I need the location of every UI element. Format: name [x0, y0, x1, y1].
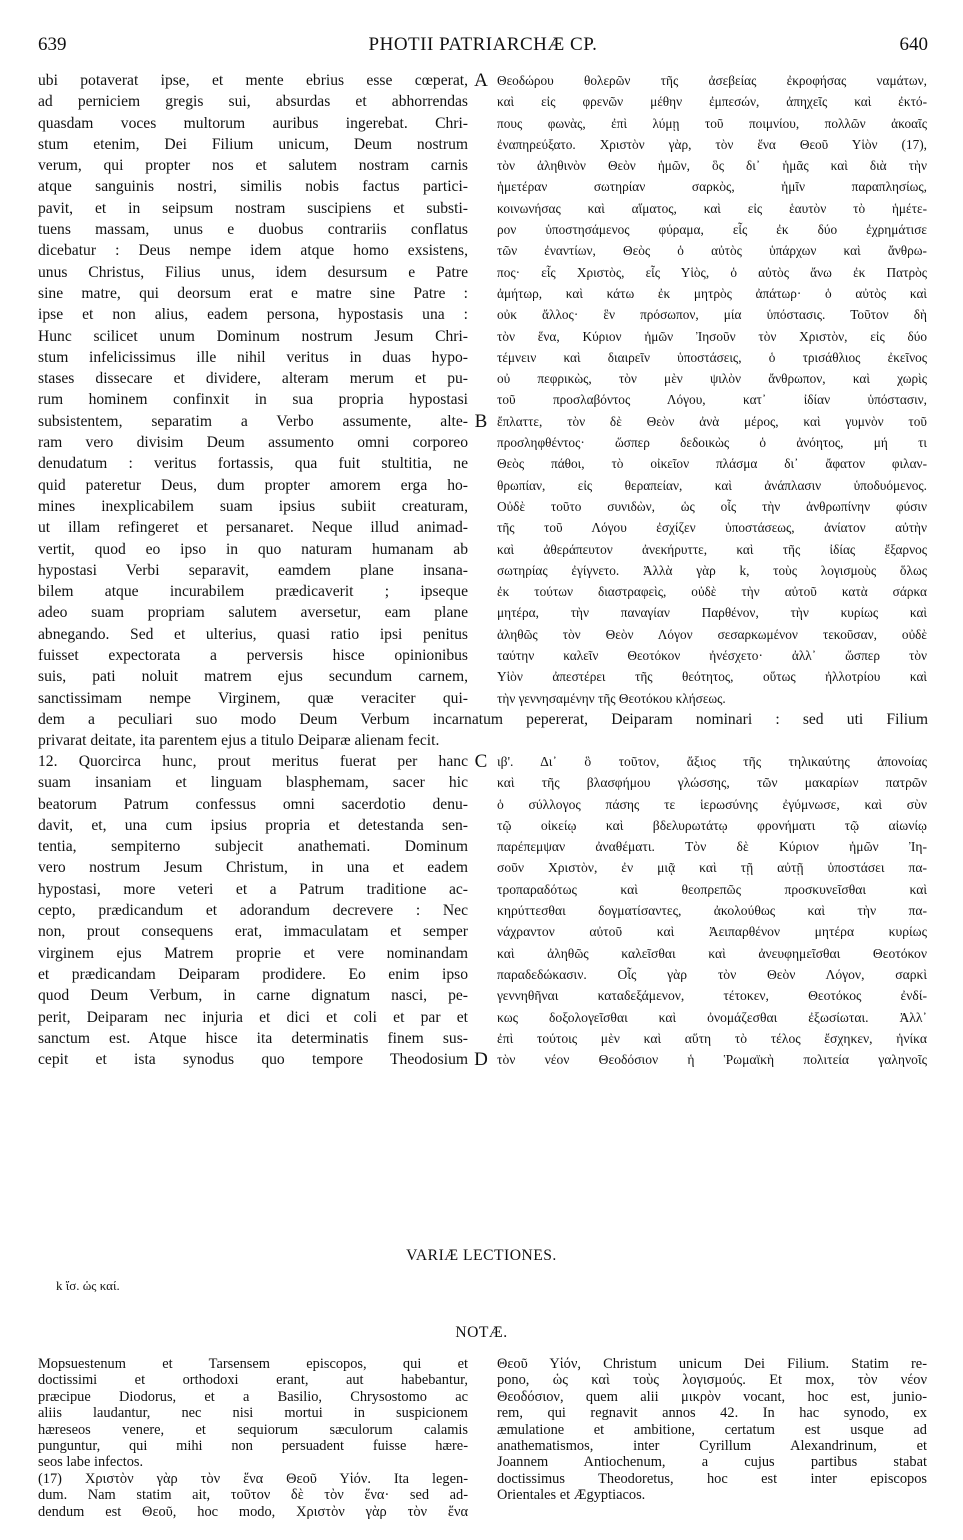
text-line: rum hominem confinxit in sua propria hypostasi	[38, 391, 468, 409]
text-line: et prædicandam Deiparam prodidere. Eo enim ipso	[38, 965, 468, 983]
text-line: τὸν νέον Θεοδόσιον ἡ Ῥωμαϊκὴ πολιτεία γαληνοῖς	[497, 1052, 927, 1068]
text-line: ὁ σύλλογος πάσης τε ἱερωσύνης ἐγύμνωσε, καὶ σὺν	[497, 796, 927, 812]
text-line: bilem atque incurabilem prædicaverit ; ipseque	[38, 583, 468, 601]
greek-column-1	[497, 70, 927, 709]
text-line: πους φωνὰς, ἐπὶ λύμῃ τοῦ ποιμνίου, πολλῶν ἀκοαῖς	[497, 115, 927, 131]
text-line: Υἱὸν ἀπεστέρει τῆς θεότητος, οὕτως ἠλλοτρίου καὶ	[497, 669, 927, 685]
text-line: ιβ'. Δι᾽ ὃ τοῦτον, ἄξιος τῆς τηλικαύτης ἀπονοίας	[497, 754, 927, 769]
notes-right-column	[497, 1356, 927, 1504]
text-line: τῆς τοῦ Λόγου ἐσχίζεν ὑποστάσεως, ἀνίατον αὐτὴν	[497, 520, 927, 536]
text-line: seos labe infectos.	[38, 1454, 144, 1471]
text-line: beatorum Patrum confessus omni sacerdotio denu-	[38, 795, 468, 813]
text-line: aliis laudantur, nec nisi mortui in suspicionem	[38, 1405, 468, 1422]
text-line: ἔπλαττε, τὸν δὲ Θεὸν ἀνὰ μέρος, καὶ γυμνὸν τοῦ	[497, 413, 927, 429]
text-line: stum etenim, Dei Filium unicum, Deum nostrum	[38, 135, 468, 153]
text-line: 12. Quorcirca hunc, prout meritus fuerat per hanc	[38, 753, 468, 770]
text-line: unus Christus, Filius unus, idem desursum e Patre	[38, 263, 468, 281]
text-line: γεννηθῆναι καταδεξάμενον, τέτοκεν, Θεοτόκος ἐνδί-	[497, 988, 927, 1004]
margin-letter-d: D	[474, 1049, 488, 1070]
text-line: dum. Nam statim ait, τοῦτον δὲ τὸν ἕνα· sed ad-	[38, 1487, 468, 1504]
text-line: pono, ὡς καὶ τοὺς λογισμούς. Et mox, τὸν νέον	[497, 1372, 927, 1389]
text-line: σοῦν Χριστὸν, ἐν μιᾷ καὶ τῇ αὐτῇ ὑποστάσει πα-	[497, 860, 927, 876]
greek-column-2	[497, 751, 927, 1070]
notae-heading: NOTÆ.	[455, 1324, 508, 1341]
text-line: ἐκ τούτων διαστραφεὶς, οὐδὲ τὴν αὐτοῦ κατὰ σάρκα	[497, 584, 927, 600]
text-line: τῶν ἐναντίων, Θεὸς ὁ αὐτὸς ὑπάρχων καὶ ἄνθρω-	[497, 243, 927, 259]
text-line: κοινωνήσας καὶ αἵματος, καὶ εἰς ἑαυτὸν τὸ ἡμέτε-	[497, 200, 927, 216]
margin-letter-b: B	[474, 411, 488, 432]
text-line: anathematismos, inter Cyrillum Alexandrinum, et	[497, 1438, 927, 1455]
text-line: τὸν ἕνα, Κύριον ἡμῶν Ἰησοῦν τὸν Χριστὸν, εἰς δύο	[497, 328, 927, 344]
text-line: τοῦ προσλαβόντος Λόγου, κατ᾽ ἰδίαν ὑπόστασιν,	[497, 392, 927, 408]
text-line: doctissimi et orthodoxi erant, aut habebantur,	[38, 1372, 468, 1389]
text-line: tuens massam, unus e duobus contrariis conflatus	[38, 221, 468, 239]
text-line: privarat deitate, ita parentem ejus a titulo Deiparæ alienam fecit.	[38, 732, 440, 750]
text-line: mines inexplicabilem suam ipsius subiit creaturam,	[38, 497, 468, 515]
text-line: ad perniciem gregis sui, absurdas et abhorrendas	[38, 93, 468, 111]
text-line: suam insaniam et linguam blasphemam, sacer hic	[38, 774, 468, 792]
text-line: Οὐδὲ τοῦτο συνιδὼν, ὡς οἷς τὴν ἀνθρωπίνην φύσιν	[497, 498, 927, 514]
text-line: Joannem Antiochenum, a cujus partibus stabat	[497, 1454, 927, 1471]
text-line: παραδεδώκασιν. Οἷς γὰρ τὸν Θεὸν Λόγον, σαρκὶ	[497, 966, 927, 982]
text-line: σωτηρίας ἐγίγνετο. Ἀλλὰ γὰρ k, τοὺς λογισμοὺς ὅλως	[497, 562, 927, 578]
text-line: stum infelicissimus ille nihil veritus in duas hypo-	[38, 348, 468, 366]
text-line: προσληφθέντος· ὥσπερ δεδοικὼς ὁ ἀνόητος, μή τι	[497, 435, 927, 451]
text-line: non, prout consequens erat, immaculatam et semper	[38, 923, 468, 941]
notes-left-column	[38, 1356, 468, 1520]
text-line: καὶ εἰς φρενῶν μέθην ἐμπεσών, ἀπηχεῖς καὶ ἐκτό-	[497, 94, 927, 110]
text-line: ubi potaverat ipse, et mente ebrius esse cœperat,	[38, 72, 468, 89]
text-line: suis, pati noluit matrem ejus secundum carnem,	[38, 668, 468, 686]
text-line: Θεοῦ Υἱόν, Christum unicum Dei Filium. Statim re-	[497, 1356, 927, 1372]
text-line: hæreseos venere, et sequiorum sæculorum calamis	[38, 1421, 468, 1438]
text-line: (17) Χριστὸν γὰρ τὸν ἕνα Θεοῦ Υἱόν. Ita legen-	[38, 1470, 468, 1487]
text-line: cepit et ista synodus quo tempore Theodosium	[38, 1051, 468, 1069]
text-line: perit, Deiparam nec injuria et dici et coli et par et	[38, 1008, 468, 1026]
text-line: ram vero divisim Deum assumento omni corporeo	[38, 434, 468, 452]
full-width-text	[38, 709, 928, 752]
text-line: τὴν γεννησαμένην τῆς Θεοτόκου κλήσεως.	[497, 690, 726, 706]
text-line: fuisset expectorata a perversis hisce opinionibus	[38, 647, 468, 665]
page-number-left: 639	[38, 34, 67, 55]
text-line: æmulatione et ambitione, certatum est usque ad	[497, 1421, 927, 1438]
text-line: sine matre, qui deorsum erat e matre sine Patre :	[38, 284, 468, 302]
variae-lectiones-heading: VARIÆ LECTIONES.	[406, 1247, 557, 1264]
text-line: quid pateretur Deus, dum propter amorem erga ho-	[38, 476, 468, 494]
page-number-right: 640	[899, 34, 928, 55]
text-line: ut illam refingeret et persanaret. Neque illud animad-	[38, 519, 468, 537]
text-line: παρέπεμψαν ἀναθέματι. Τὸν δὲ Κύριον ἡμῶν Ἰη-	[497, 839, 927, 855]
latin-column-1	[38, 70, 468, 709]
text-line: dicebatur : Deus nempe idem atque homo exsistens,	[38, 242, 468, 260]
text-line: Mopsuestenum et Tarsensem episcopos, qui et	[38, 1356, 468, 1372]
text-line: καὶ ἀθεράπευτον ἀνεκήρυττε, καὶ τῆς ἰδίας ἔξαρνος	[497, 541, 927, 557]
text-line: ἡμετέραν σωτηρίαν σαρκὸς, ἡμῖν παραπλησίως,	[497, 179, 927, 195]
text-line: stases dissecare et dividere, alteram merum et pu-	[38, 370, 468, 388]
text-line: dem a peculiari suo modo Deum Verbum incarnatum pepererat, Deiparam nominari : sed uti Filium	[38, 711, 928, 728]
text-line: ἀμήτωρ, καὶ κάτω ἐκ μητρὸς ἀπάτωρ· ὁ αὐτὸς καὶ	[497, 285, 927, 301]
page-header	[38, 34, 928, 58]
text-line: tentia, sempiterno subjecit anathemati. Dominum	[38, 838, 468, 856]
text-line: sanctum est. Atque hisce ita determinatis finem sus-	[38, 1029, 468, 1047]
text-line: τῷ οἰκείῳ καὶ βδελυρωτάτῳ φρονήματι τῷ αἰωνίῳ	[497, 817, 927, 833]
text-line: punguntur, qui mihi non persuadent fuisse hære-	[38, 1438, 468, 1455]
text-line: davit, et, una cum ipsius propria et detestanda sen-	[38, 816, 468, 834]
text-line: ἀληθῶς τὸν Θεὸν Λόγον σεσαρκωμένον τεκοῦσαν, οὐδὲ	[497, 626, 927, 642]
text-line: quod Deum Verbum, in carne dignatum nasci, pe-	[38, 987, 468, 1005]
text-line: sanctissimam nempe Virginem, quæ veraciter qui-	[38, 689, 468, 707]
text-line: quasdam voces multorum auribus ingerebat. Chri-	[38, 114, 468, 132]
text-line: hypostasi Verbi separavit, eamdem plane insana-	[38, 561, 468, 579]
text-line: virginem ejus Matrem proprie et vere nominandam	[38, 944, 468, 962]
text-line: vero nostrum Jesum Christum, in una et eadem	[38, 859, 468, 877]
text-line: οὐ πεφρικὼς, τὸν μὲν ψιλὸν ἄνθρωπον, καὶ χωρὶς	[497, 371, 927, 387]
text-line: ταύτην καλεῖν Θεοτόκον ἠνέσχετο· ἀλλ᾽ ὥσπερ τὸν	[497, 648, 927, 664]
text-line: μητέρα, τὴν παναγίαν Παρθένον, τὴν κυρίως καὶ	[497, 605, 927, 621]
text-line: ipse et non alius, eadem persona, hypostasis una :	[38, 306, 468, 324]
text-line: ἐπὶ τούτοις μὲν καὶ αὕτη τὸ τέλος ἔσχηκεν, ἡνίκα	[497, 1030, 927, 1046]
text-line: καὶ ἀληθῶς καλεῖσθαι καὶ ἀνευφημεῖσθαι Θεοτόκον	[497, 945, 927, 961]
text-line: verum, qui propter nos et salutem nostram carnis	[38, 157, 468, 175]
text-line: præcipue Diodorus, et a Basilio, Chrysostomo ac	[38, 1388, 468, 1405]
text-line: τέμνειν καὶ διαιρεῖν ὑποστάσεις, ὁ τρισάθλιος ἐκεῖνος	[497, 349, 927, 365]
text-line: Hunc scilicet unum Dominum nostrum Jesum Chri-	[38, 327, 468, 345]
text-line: adeo suam propriam salutem aversetur, eam plane	[38, 604, 468, 622]
variant-reading-note: k ἴσ. ὡς καί.	[56, 1278, 120, 1293]
text-line: Θεὸς πάθοι, τὸ οἰκεῖον πλάσμα δι᾽ ἄφατον φιλαν-	[497, 456, 927, 472]
margin-letter-a: A	[474, 70, 488, 91]
text-line: subsistentem, separatim a Verbo assumente, alte-	[38, 412, 468, 430]
running-title: PHOTII PATRIARCHÆ CP.	[368, 34, 598, 55]
margin-letter-c: C	[474, 751, 488, 772]
text-line: ρον ὑποστησάμενος φύραμα, εἷς ἐκ δύο ἐχρημάτισε	[497, 222, 927, 238]
text-line: πος· εἷς Χριστὸς, εἷς Υἱὸς, ὁ αὐτὸς ἄνω ἐκ Πατρὸς	[497, 264, 927, 280]
text-line: cepto, prædicandum et adorandum decrevere : Nec	[38, 902, 468, 920]
text-line: Θεοδόσιον, quem alii μικρὸν vocant, hoc est, junio-	[497, 1388, 927, 1405]
text-line: νάχραντον αὐτοῦ καὶ Ἀειπαρθένον μητέρα κυρίως	[497, 924, 927, 940]
text-line: κηρύττεσθαι δογματίσαντες, ἀκολούθως καὶ τὴν πα-	[497, 903, 927, 919]
text-line: rem, qui regnavit annos 42. In hac synodo, ex	[497, 1405, 927, 1422]
text-line: Orientales et Ægyptiacos.	[497, 1487, 646, 1504]
text-line: denudatum : veritus fortassis, qua fuit stultitia, ne	[38, 455, 468, 473]
text-line: doctissimus Theodoretus, hoc est inter episcopos	[497, 1470, 927, 1487]
text-line: τροπαραδότως καὶ θεοπρεπῶς προσκυνεῖσθαι καὶ	[497, 881, 927, 897]
latin-column-2	[38, 751, 468, 1070]
text-line: κως δοξολογεῖσθαι καὶ ὀνομάζεσθαι ἐξωσίωται. Ἀλλ᾽	[497, 1009, 927, 1025]
text-line: vertit, quod eo ipso in quo naturam humanam ab	[38, 540, 468, 558]
text-line: οὐκ ἄλλος· ἓν πρόσωπον, μία ὑπόστασις. Τοῦτον δὴ	[497, 307, 927, 323]
text-line: καὶ τῆς βλασφήμου γλώσσης, τῶν μακαρίων πατρῶν	[497, 775, 927, 791]
text-line: abnegando. Sed et ulterius, quasi ratio ipsi penitus	[38, 625, 468, 643]
text-line: τὸν ἀληθινὸν Θεὸν ἡμῶν, ὃς δι᾽ ἡμᾶς καὶ διὰ τὴν	[497, 158, 927, 174]
text-line: dendum est Θεοῦ, hoc modo, Χριστὸν γὰρ τὸν ἕνα	[38, 1503, 468, 1520]
text-line: Θεοδώρου θολερῶν τῆς ἀσεβείας ἐκροφήσας ναμάτων,	[497, 73, 927, 88]
text-line: θρωπίαν, εἰς θεραπείαν, καὶ ἀνάπλασιν ὑποδυόμενος.	[497, 477, 927, 493]
text-line: ἐναπηρεύξατο. Χριστὸν γὰρ, τὸν ἕνα Θεοῦ Υἱὸν (17),	[497, 136, 927, 152]
text-line: pavit, et in seipsum nostram suscipiens et substi-	[38, 199, 468, 217]
text-line: atque sanguinis nostri, similis nobis factus partici-	[38, 178, 468, 196]
text-line: hypostasi, more veteri et a Patrum traditione ac-	[38, 880, 468, 898]
